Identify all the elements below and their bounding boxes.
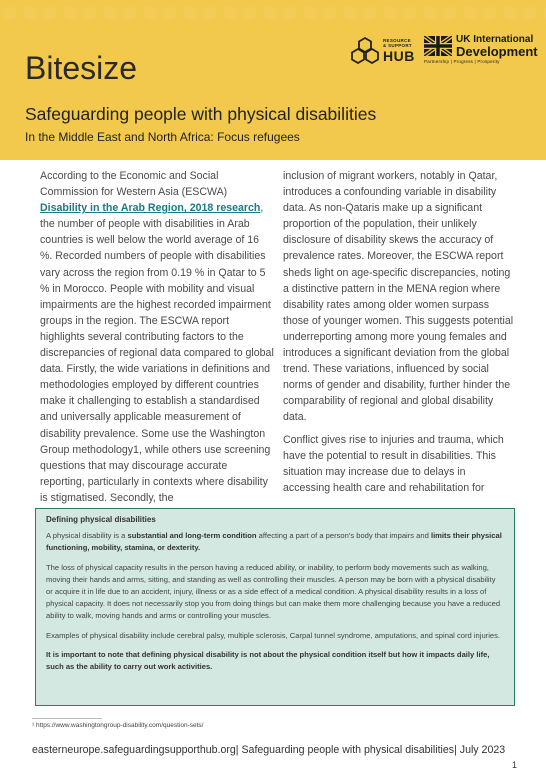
footnote: ¹ https://www.washingtongroup-disability.com/question-sets/ (32, 722, 204, 729)
right-paragraph-2: Conflict gives rise to injuries and trauma, which have the potential to result in disabilities. This situation may increase due to delays in accessing health care and rehabilitation for (283, 433, 504, 494)
footnote-divider (32, 718, 102, 719)
escwa-research-link[interactable]: Disability in the Arab Region, 2018 research (40, 202, 261, 215)
page-subtitle: Safeguarding people with physical disabilities (25, 104, 377, 124)
left-paragraph-1 (40, 168, 274, 506)
definition-paragraph-4 (46, 649, 504, 673)
definition-paragraph-1 (46, 530, 504, 554)
page-title: Bitesize (25, 50, 138, 86)
definition-paragraph-2: The loss of physical capacity results in the person having a reduced ability, or inability, to perform body movements such as walking, moving their hands and arms, sitting, and standing as well as controlling their muscles. A person may be born with a physical disability or acquire it in life due to an accident, injury, illness or as a side effect of a medical condition. A physical disability results in a loss of physical capacity. It does not necessarily stop you from doing things but can make them more challenging because you have a reduced ability to walk, moving hands and arms or controlling your muscles. (46, 562, 501, 621)
def-p1-b: substantial and long-term condition (127, 531, 257, 541)
definition-heading: Defining physical disabilities (46, 515, 156, 524)
def-p1-c: affecting a part of a person's body that impairs and (256, 531, 431, 541)
ukid-line2: Development (456, 44, 538, 59)
hub-small-line2: & SUPPORT (383, 43, 412, 48)
definition-box (35, 508, 515, 706)
def-p1-d: limits their physical functioning, mobility, stamina, or dexterity. (46, 531, 502, 553)
left-p1-after: , the number of people with disabilities in Arab countries is well below the world average of 16 %. Recorded numbers of people with disabilities vary across the region from 0.19 % in Qatar to 5 % in Morocco. People with mobility and visual impairments are the highest recorded impairment groups in the region. The ESCWA report highlights several contributing factors to the discrepancies of regional data compared to global data. Firstly, the wide variations in definitions and methodologies employed by different countries make it challenging to establish a standardised and universally applicable measurement of disability prevalence. Some use the Washington Group methodology1, while others use screening questions that may discourage accurate reporting, particularly in contexts where disability is stigmatised. Secondly, the (40, 202, 274, 504)
hub-logo-small-text (383, 38, 412, 48)
page-footer: easterneurope.safeguardingsupporthub.org| Safeguarding people with physical disabilities| July 2023 (32, 744, 506, 756)
hexagon-cluster-icon (350, 36, 380, 64)
left-p1-before: According to the Economic and Social Commission for Western Asia (ESCWA) (40, 170, 228, 199)
union-flag-icon (424, 36, 452, 56)
header-banner (0, 0, 546, 160)
body-right-column (283, 168, 515, 502)
hub-small-line1: RESOURCE (383, 38, 411, 43)
hub-logo-big-text: HUB (383, 48, 415, 64)
ukid-line1: UK International (456, 34, 534, 45)
hexagon-pattern (0, 0, 546, 26)
def-p1-a: A physical disability is a (46, 531, 128, 541)
right-paragraph-1: inclusion of migrant workers, notably in Qatar, introduces a confounding variable in disability data. As non-Qataris make up a significant proportion of the population, their unlikely disclosure of disability skews the accuracy of prevalence rates. Moreover, the ESCWA report sheds light on age-specific discrepancies, noting a distinctive pattern in the MENA region where disability rates among older women surpass those of younger women. This suggests potential underreporting among more young females and introduces a significant deviation from the global trend. These variations, influenced by social norms of gender and disability, further hinder the comparability of regional and global disability data. (283, 170, 514, 424)
ukid-tagline: Partnership | Progress | Prosperity (424, 59, 500, 64)
page-number: 1 (512, 760, 518, 770)
definition-paragraph-3: Examples of physical disability include cerebral palsy, multiple sclerosis, Carpal tunnel syndrome, amputations, and spinal cord injuries. (46, 630, 501, 640)
page-subsubtitle: In the Middle East and North Africa: Focus refugees (25, 130, 300, 144)
resource-support-hub-logo (350, 36, 420, 66)
def-p4: It is important to note that defining physical disability is not about the physical condition itself but how it impacts daily life, such as the ability to carry out work activities. (46, 649, 490, 672)
uk-international-development-logo (424, 34, 536, 68)
body-left-column (40, 168, 274, 512)
